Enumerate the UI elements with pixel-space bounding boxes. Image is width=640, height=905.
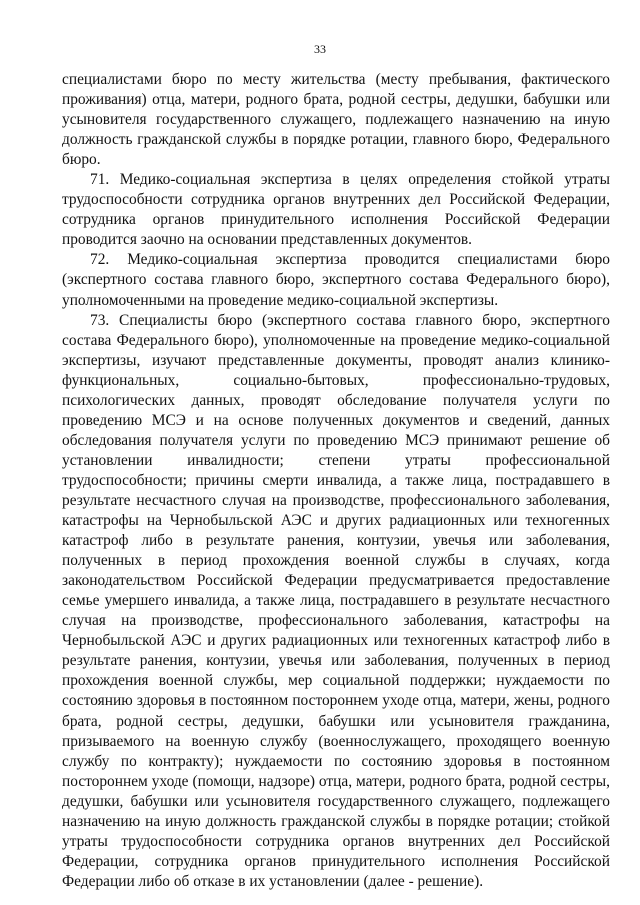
paragraph-72: 72. Медико-социальная экспертиза проводится специалистами бюро (экспертного состава главного бюро, экспертного состава Федерального бюро), уполномоченными на проведение медико-социальной экспертизы. [62, 251, 610, 309]
paragraph-73: 73. Специалисты бюро (экспертного состава главного бюро, экспертного состава Федерального бюро), уполномоченные на проведение медико-социальной экспертизы, изучают представленные документы, проводят анализ клинико-функциональных, социально-бытовых, профессионально-трудовых, психологических данных, проводят обследование получателя услуги по проведению МСЭ и на основе полученных документов и сведений, данных обследования получателя услуги по проведению МСЭ принимают решение об установлении инвалидности; степени утраты профессиональной трудоспособности; причины смерти инвалида, а также лица, пострадавшего в результате несчастного случая на производстве, профессионального заболевания, катастрофы на Чернобыльской АЭС и других радиационных или техногенных катастроф либо в результате ранения, контузии, увечья или заболевания, полученных в период прохождения военной службы в случаях, когда законодательством Российской Федерации предусматривается предоставление семье умершего инвалида, а также лица, пострадавшего в результате несчастного случая на производстве, профессионального заболевания, катастрофы на Чернобыльской АЭС и других радиационных или техногенных катастроф либо в результате ранения, контузии, увечья или заболевания, полученных в период прохождения военной службы, мер социальной поддержки; нуждаемости по состоянию здоровья в постоянном постороннем уходе отца, матери, жены, родного брата, родной сестры, дедушки, бабушки или усыновителя гражданина, призываемого на военную службу (военнослужащего, проходящего военную службу по контракту); нуждаемости по состоянию здоровья в постоянном постороннем уходе (помощи, надзоре) отца, матери, родного брата, родной сестры, дедушки, бабушки или усыновителя государственного служащего, подлежащего назначению на иную должность гражданской службы в порядке ротации; стойкой утраты трудоспособности сотрудника органов внутренних дел Российской Федерации, сотрудника органов принудительного исполнения Российской Федерации либо об отказе в их установлении (далее - решение). [62, 311, 610, 890]
paragraph-continuation: специалистами бюро по месту жительства (месту пребывания, фактического проживания) отца, матери, родного брата, родной сестры, дедушки, бабушки или усыновителя государственного служащего, подлежащего назначению на иную должность гражданской службы в порядке ротации, главного бюро, Федерального бюро. [62, 71, 610, 169]
paragraph-71: 71. Медико-социальная экспертиза в целях определения стойкой утраты трудоспособности сотрудника органов внутренних дел Российской Федерации, сотрудника органов принудительного исполнения Российской Федерации проводится заочно на основании представленных документов. [62, 171, 610, 249]
document-body [62, 70, 610, 892]
page-number: 33 [314, 42, 326, 56]
